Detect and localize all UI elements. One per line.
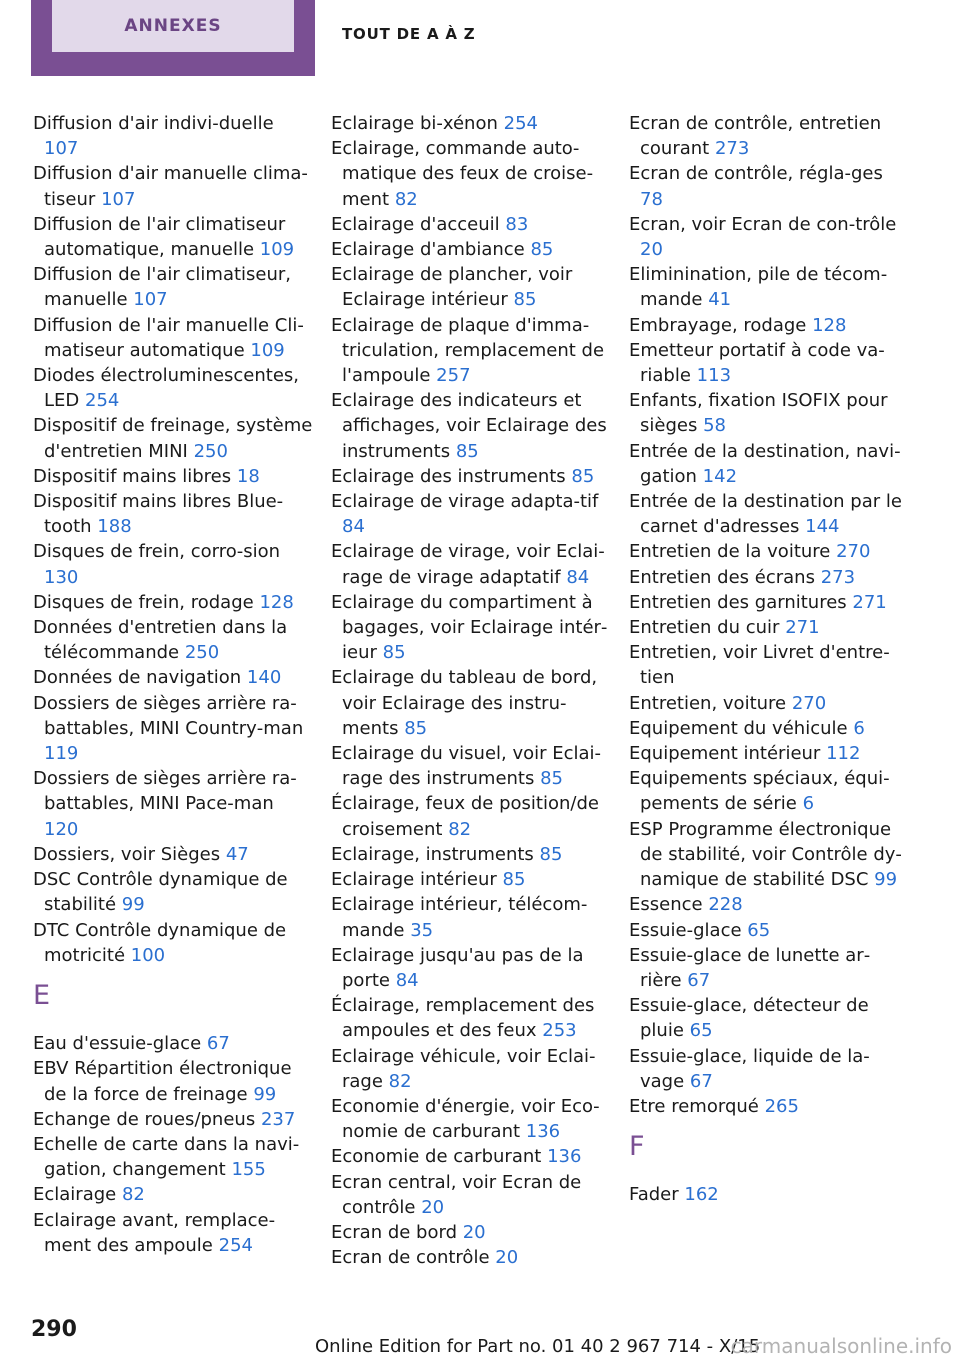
index-entry (629, 565, 909, 590)
page-reference-link[interactable]: 85 (530, 239, 554, 261)
index-entry-text: Entretien des écrans (629, 566, 815, 588)
index-entry (33, 1182, 313, 1207)
index-entry (33, 1056, 313, 1106)
index-entry (331, 1245, 611, 1270)
index-entry (629, 918, 909, 943)
page-reference-link[interactable]: 83 (505, 213, 529, 235)
page-reference-link[interactable]: 99 (253, 1083, 277, 1105)
page-reference-link[interactable]: 84 (566, 566, 590, 588)
index-entry-text: Essuie-glace, détecteur de pluie (629, 995, 869, 1042)
index-entry (33, 918, 313, 968)
index-entry-text: Diffusion d'air indivi‐duelle (33, 113, 274, 134)
index-entry-text: Entrée de la destination, navi‐gation (629, 440, 901, 487)
index-entry (629, 892, 909, 917)
index-entry (331, 665, 611, 741)
index-entry-text: Entretien du cuir (629, 617, 780, 639)
section-tab[interactable] (31, 0, 315, 76)
page-reference-link[interactable]: 99 (874, 869, 898, 891)
page-reference-link[interactable]: 120 (44, 818, 79, 840)
page-reference-link[interactable]: 270 (791, 692, 827, 714)
index-entry-text: Eclairage jusqu'au pas de la porte (331, 944, 584, 991)
index-entry (331, 237, 611, 262)
index-entry-text: Entretien de la voiture (629, 541, 831, 563)
index-entry-text: Dispositif mains libres Blue‐tooth (33, 491, 284, 538)
index-entry-text: Ecran central, voir Ecran de contrôle (331, 1171, 582, 1218)
page-reference-link[interactable]: 155 (231, 1159, 266, 1181)
index-entry-text: Economie d'énergie, voir Eco‐nomie de carburant (331, 1095, 600, 1143)
index-entry-text: Ecran de bord (331, 1221, 457, 1243)
index-column-2 (331, 111, 611, 1270)
page-reference-link[interactable]: 250 (184, 642, 220, 664)
index-entry-text: Eclairage, commande auto‐matique des feux de croise‐ment (331, 138, 594, 210)
page-reference-link[interactable]: 271 (785, 617, 820, 639)
index-entry-text: Eclairage du compartiment à bagages, voir Eclairage intér‐ieur (331, 591, 608, 664)
page-reference-link[interactable]: 112 (826, 743, 861, 765)
index-entry-text: Entretien des garnitures (629, 591, 847, 613)
index-column-1 (33, 111, 313, 1258)
index-entry-text: Essuie-glace (629, 919, 742, 941)
page-reference-link[interactable]: 237 (260, 1108, 296, 1130)
index-entry (33, 842, 313, 867)
index-entry (33, 691, 313, 767)
page-reference-link[interactable]: 18 (236, 465, 260, 487)
index-entry (629, 993, 909, 1043)
index-entry-text: Diffusion de l'air climatiseur automatique, manuelle (33, 213, 286, 261)
page-reference-link[interactable]: 65 (747, 919, 771, 941)
index-entry-text: Equipements spéciaux, équi‐pements de série (629, 768, 890, 815)
page-reference-link[interactable]: 47 (225, 843, 249, 865)
index-entry-text: Essence (629, 894, 703, 916)
index-entry (629, 111, 909, 161)
index-entry-text: Eclairage bi-xénon (331, 113, 498, 134)
index-entry (331, 1094, 611, 1144)
watermark: carmanualsonline.info (730, 1334, 952, 1358)
index-entry (331, 1170, 611, 1220)
index-entry-text: Eclairage de plancher, voir Eclairage intérieur (331, 264, 573, 311)
index-entry-text: Éclairage, remplacement des ampoules et des feux (331, 995, 595, 1042)
page-reference-link[interactable]: 271 (852, 591, 887, 613)
index-entry-text: Eclairage de virage adapta‐tif (331, 491, 599, 513)
page-reference-link[interactable]: 128 (259, 591, 294, 613)
index-entry-text: Eclairage avant, remplace‐ment des ampoule (33, 1209, 276, 1256)
index-entry-text: Echange de roues/pneus (33, 1108, 256, 1130)
index-entry (33, 665, 313, 690)
index-entry (33, 413, 313, 463)
page-reference-link[interactable]: 130 (44, 566, 79, 588)
index-entry-text: Entrée de la destination par le carnet d'adresses (629, 491, 902, 538)
index-entry (331, 1044, 611, 1094)
page-reference-link[interactable]: 65 (689, 1020, 713, 1042)
page-reference-link[interactable]: 265 (764, 1095, 799, 1117)
index-entry-text: Diodes électroluminescentes, LED (33, 365, 300, 412)
page-reference-link[interactable]: 140 (246, 667, 282, 689)
page-reference-link[interactable]: 85 (571, 465, 595, 487)
index-entry (33, 539, 313, 589)
page-reference-link[interactable]: 162 (684, 1184, 719, 1206)
index-entry-text: Eclairage véhicule, voir Eclai‐rage (331, 1045, 596, 1092)
index-entry (33, 212, 313, 262)
edition-footer: Online Edition for Part no. 01 40 2 967 714 - X/15 (315, 1336, 761, 1357)
page-reference-link[interactable]: 82 (394, 188, 418, 210)
page-reference-link[interactable]: 20 (640, 239, 663, 261)
index-entry (331, 262, 611, 312)
page-reference-link[interactable]: 270 (836, 541, 871, 563)
index-entry (629, 1182, 909, 1207)
index-entry (331, 741, 611, 791)
index-entry (629, 161, 909, 211)
page-reference-link[interactable]: 20 (421, 1196, 445, 1218)
index-entry (331, 867, 611, 892)
index-entry-text: Eclairage (33, 1184, 117, 1206)
page-reference-link[interactable]: 58 (703, 415, 726, 437)
index-entry-text: Eclairage du tableau de bord, voir Eclairage des instru‐ments (331, 667, 598, 739)
index-entry-text: Eclairage intérieur, télécom‐mande (331, 894, 588, 941)
page-reference-link[interactable]: 85 (502, 869, 526, 891)
index-entry (629, 388, 909, 438)
index-entry-text: Equipement intérieur (629, 743, 821, 765)
index-entry (33, 363, 313, 413)
index-entry-text: Disques de frein, corro‐sion (33, 541, 281, 563)
page-reference-link[interactable]: 100 (130, 944, 166, 966)
index-entry-text: DSC Contrôle dynamique de stabilité (33, 869, 288, 916)
index-entry (331, 136, 611, 212)
page-reference-link[interactable]: 67 (206, 1033, 230, 1055)
page-reference-link[interactable]: 85 (540, 768, 563, 790)
page-reference-link[interactable]: 82 (388, 1070, 412, 1092)
page-reference-link[interactable]: 6 (853, 717, 865, 739)
index-entry-text: Ecran de contrôle, régla‐ges (629, 163, 883, 185)
page-reference-link[interactable]: 109 (259, 239, 295, 261)
index-entry-text: Éclairage, feux de position/de croisement (331, 793, 599, 840)
chapter-title: TOUT DE A À Z (342, 25, 476, 43)
index-entry-text: Eclairage, instruments (331, 843, 534, 865)
index-entry (629, 539, 909, 564)
index-entry (629, 1044, 909, 1094)
index-entry (33, 161, 313, 211)
page-reference-link[interactable]: 84 (342, 516, 365, 538)
index-entry (629, 766, 909, 816)
page-reference-link[interactable]: 107 (101, 188, 136, 210)
index-entry (331, 1220, 611, 1245)
page-reference-link[interactable]: 6 (802, 793, 815, 815)
page-reference-link[interactable]: 85 (404, 717, 428, 739)
index-entry (33, 615, 313, 665)
page-reference-link[interactable]: 85 (455, 440, 479, 462)
index-entry (331, 212, 611, 237)
index-entry-text: EBV Répartition électronique de la force de freinage (33, 1058, 292, 1105)
page-reference-link[interactable]: 273 (820, 566, 856, 588)
index-entry-text: Données d'entretien dans la télécommande (33, 617, 288, 664)
index-entry-text: Dossiers de sièges arrière ra‐battables, MINI Pace‐man (33, 768, 297, 815)
index-entry (331, 464, 611, 489)
page-reference-link[interactable]: 250 (193, 440, 228, 462)
index-entry (33, 313, 313, 363)
index-entry (33, 1031, 313, 1056)
index-entry (331, 1144, 611, 1169)
index-entry-text: Eclairage d'ambiance (331, 239, 525, 261)
page-reference-link[interactable]: 142 (702, 465, 738, 487)
index-entry-text: Dispositif de freinage, système d'entretien MINI (33, 415, 313, 462)
index-entry-text: Entretien, voir Livret d'entre‐tien (629, 642, 890, 689)
page-reference-link[interactable]: 41 (708, 289, 732, 311)
page-reference-link[interactable]: 188 (97, 516, 132, 538)
index-entry (629, 716, 909, 741)
index-entry-text: Essuie-glace, liquide de la‐vage (629, 1045, 870, 1092)
page-reference-link[interactable]: 136 (547, 1146, 582, 1168)
index-entry-text: Economie de carburant (331, 1146, 542, 1168)
page-reference-link[interactable]: 85 (539, 843, 563, 865)
index-entry-text: Ecran de contrôle, entretien courant (629, 113, 882, 160)
page-reference-link[interactable]: 78 (640, 188, 663, 210)
page-reference-link[interactable]: 228 (708, 894, 743, 916)
index-entry-text: Données de navigation (33, 667, 242, 689)
page-reference-link[interactable]: 254 (85, 390, 120, 412)
index-entry (331, 388, 611, 464)
page-reference-link[interactable]: 136 (525, 1121, 561, 1143)
index-entry (331, 590, 611, 666)
index-entry-text: Eclairage du visuel, voir Eclai‐rage des instruments (331, 743, 602, 790)
index-entry-text: Etre remorqué (629, 1095, 759, 1117)
index-entry-text: Eliminination, pile de técom‐mande (629, 264, 888, 311)
page-reference-link[interactable]: 82 (448, 818, 472, 840)
index-entry (331, 313, 611, 389)
index-entry (629, 489, 909, 539)
index-entry (629, 439, 909, 489)
index-entry-text: Entretien, voiture (629, 692, 787, 714)
index-entry-text: Emetteur portatif à code va‐riable (629, 339, 885, 387)
index-entry-text: Eclairage intérieur (331, 869, 497, 891)
page-reference-link[interactable]: 20 (462, 1221, 486, 1243)
page-reference-link[interactable]: 85 (513, 289, 537, 311)
index-entry (629, 741, 909, 766)
index-column-3 (629, 111, 909, 1208)
page-reference-link[interactable]: 144 (805, 516, 840, 538)
index-entry (331, 842, 611, 867)
index-entry-text: Dossiers, voir Sièges (33, 843, 221, 865)
section-tab-label: ANNEXES (52, 0, 294, 52)
index-entry-text: Ecran, voir Ecran de con‐trôle (629, 213, 897, 235)
index-entry (331, 943, 611, 993)
page-number: 290 (31, 1317, 77, 1342)
index-entry-text: Echelle de carte dans la navi‐gation, changement (33, 1133, 300, 1181)
index-entry (33, 766, 313, 842)
index-entry-text: Eau d'essuie-glace (33, 1033, 202, 1055)
index-entry (33, 111, 313, 161)
index-entry-text: Eclairage des indicateurs et affichages, voir Eclairage des instruments (331, 390, 607, 462)
index-entry (331, 892, 611, 942)
page-reference-link[interactable]: 82 (121, 1184, 145, 1206)
index-entry-text: ESP Programme électronique de stabilité, voir Contrôle dy‐namique de stabilité DSC (629, 818, 902, 891)
index-entry-text: Dossiers de sièges arrière ra‐battables, MINI Country‐man (33, 692, 304, 739)
page-reference-link[interactable]: 128 (812, 314, 847, 336)
index-entry-text: Disques de frein, rodage (33, 591, 254, 613)
index-entry (629, 313, 909, 338)
index-entry (629, 817, 909, 893)
page-reference-link[interactable]: 35 (410, 919, 434, 941)
page-reference-link[interactable]: 119 (44, 743, 79, 765)
index-entry (331, 111, 611, 136)
index-entry (33, 489, 313, 539)
index-entry (629, 338, 909, 388)
page-reference-link[interactable]: 107 (44, 138, 79, 160)
page-reference-link[interactable]: 253 (542, 1020, 577, 1042)
page-reference-link[interactable]: 254 (218, 1234, 253, 1256)
page-reference-link[interactable]: 99 (121, 894, 145, 916)
index-entry (331, 791, 611, 841)
index-entry-text: Diffusion d'air manuelle clima‐tiseur (33, 163, 308, 210)
index-entry (331, 993, 611, 1043)
index-entry-text: Dispositif mains libres (33, 465, 232, 487)
page-reference-link[interactable]: 254 (503, 113, 538, 134)
page-reference-link[interactable]: 273 (714, 138, 750, 160)
index-entry (629, 943, 909, 993)
index-entry-text: Eclairage de plaque d'imma‐triculation, remplacement de l'ampoule (331, 314, 605, 387)
index-entry (33, 262, 313, 312)
index-entry (629, 590, 909, 615)
page-reference-link[interactable]: 84 (395, 969, 419, 991)
index-entry (33, 464, 313, 489)
index-entry-text: Embrayage, rodage (629, 314, 807, 336)
page-reference-link[interactable]: 20 (495, 1247, 519, 1269)
index-letter-heading: E (33, 979, 51, 1011)
index-entry (331, 489, 611, 539)
index-entry (629, 1094, 909, 1119)
page-reference-link[interactable]: 257 (436, 365, 471, 387)
index-entry (33, 1107, 313, 1132)
index-entry (629, 615, 909, 640)
page-reference-link[interactable]: 85 (382, 642, 406, 664)
index-entry-text: Eclairage des instruments (331, 465, 566, 487)
index-entry (33, 590, 313, 615)
index-entry (629, 212, 909, 262)
index-entry-text: Diffusion de l'air manuelle Cli‐matiseur automatique (33, 314, 304, 361)
index-entry-text: Eclairage d'acceuil (331, 213, 500, 235)
index-entry (33, 1132, 313, 1182)
index-entry (331, 539, 611, 589)
index-entry-text: Enfants, fixation ISOFIX pour sièges (629, 390, 888, 437)
page-reference-link[interactable]: 113 (696, 365, 732, 387)
index-entry (33, 1208, 313, 1258)
index-entry (629, 640, 909, 690)
index-entry-text: DTC Contrôle dynamique de motricité (33, 919, 287, 966)
page-reference-link[interactable]: 67 (687, 969, 711, 991)
index-entry-text: Fader (629, 1184, 679, 1206)
index-entry (33, 867, 313, 917)
page-reference-link[interactable]: 109 (250, 339, 285, 361)
index-entry-text: Ecran de contrôle (331, 1247, 490, 1269)
index-entry (629, 691, 909, 716)
page-reference-link[interactable]: 107 (133, 289, 168, 311)
index-entry (629, 262, 909, 312)
index-entry-text: Essuie-glace de lunette ar‐rière (629, 944, 871, 991)
page-reference-link[interactable]: 67 (689, 1070, 713, 1092)
index-entry-text: Diffusion de l'air climatiseur, manuelle (33, 264, 292, 311)
index-letter-heading: F (629, 1131, 645, 1163)
index-entry-text: Equipement du véhicule (629, 717, 848, 739)
index-entry-text: Eclairage de virage, voir Eclai‐rage de virage adaptatif (331, 541, 605, 588)
